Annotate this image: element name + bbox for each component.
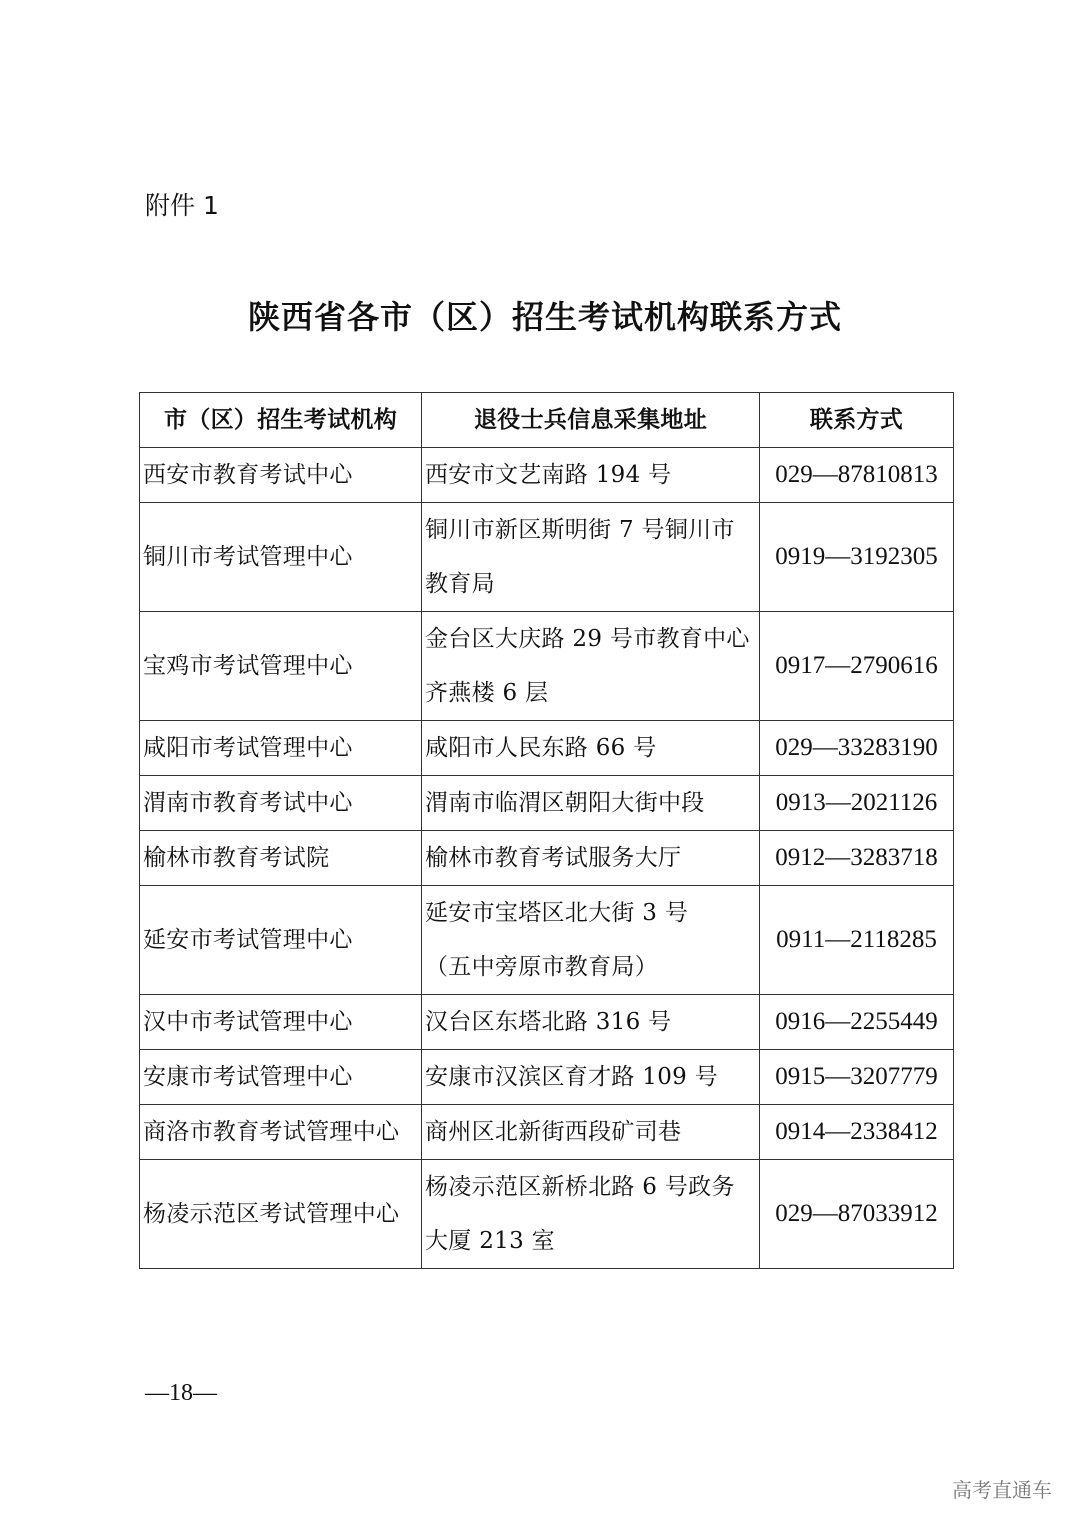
org-cell: 宝鸡市考试管理中心 <box>140 612 422 721</box>
phone-cell: 029—87810813 <box>760 448 954 503</box>
org-cell: 延安市考试管理中心 <box>140 886 422 995</box>
phone-cell: 0917—2790616 <box>760 612 954 721</box>
table-row <box>140 612 954 721</box>
table-row <box>140 1105 954 1160</box>
phone-cell: 0919—3192305 <box>760 503 954 612</box>
table-row <box>140 831 954 886</box>
org-cell: 榆林市教育考试院 <box>140 831 422 886</box>
table-body <box>140 448 954 1269</box>
org-cell: 安康市考试管理中心 <box>140 1050 422 1105</box>
table-row <box>140 503 954 612</box>
phone-cell: 029—87033912 <box>760 1160 954 1269</box>
address-cell: 延安市宝塔区北大街 3 号 （五中旁原市教育局） <box>422 886 760 995</box>
contact-table <box>139 392 954 1269</box>
table-row <box>140 448 954 503</box>
org-cell: 渭南市教育考试中心 <box>140 776 422 831</box>
address-cell: 商州区北新街西段矿司巷 <box>422 1105 760 1160</box>
address-cell: 西安市文艺南路 194 号 <box>422 448 760 503</box>
address-cell: 汉台区东塔北路 316 号 <box>422 995 760 1050</box>
address-cell: 咸阳市人民东路 66 号 <box>422 721 760 776</box>
org-cell: 商洛市教育考试管理中心 <box>140 1105 422 1160</box>
phone-cell: 0915—3207779 <box>760 1050 954 1105</box>
address-cell: 渭南市临渭区朝阳大街中段 <box>422 776 760 831</box>
phone-cell: 029—33283190 <box>760 721 954 776</box>
org-cell: 西安市教育考试中心 <box>140 448 422 503</box>
table-row <box>140 721 954 776</box>
address-cell: 安康市汉滨区育才路 109 号 <box>422 1050 760 1105</box>
org-cell: 杨凌示范区考试管理中心 <box>140 1160 422 1269</box>
phone-cell: 0911—2118285 <box>760 886 954 995</box>
document-title: 陕西省各市（区）招生考试机构联系方式 <box>247 298 842 336</box>
org-cell: 铜川市考试管理中心 <box>140 503 422 612</box>
address-cell: 金台区大庆路 29 号市教育中心 齐燕楼 6 层 <box>422 612 760 721</box>
table-row <box>140 1050 954 1105</box>
phone-cell: 0913—2021126 <box>760 776 954 831</box>
table-row <box>140 776 954 831</box>
header-contact: 联系方式 <box>760 393 954 448</box>
address-cell: 杨凌示范区新桥北路 6 号政务 大厦 213 室 <box>422 1160 760 1269</box>
watermark: 高考直通车 <box>952 1478 1052 1502</box>
phone-cell: 0914—2338412 <box>760 1105 954 1160</box>
attachment-label: 附件 1 <box>145 191 219 220</box>
header-address: 退役士兵信息采集地址 <box>422 393 760 448</box>
header-org: 市（区）招生考试机构 <box>140 393 422 448</box>
org-cell: 汉中市考试管理中心 <box>140 995 422 1050</box>
table-header-row <box>140 393 954 448</box>
table-row <box>140 886 954 995</box>
address-cell: 铜川市新区斯明街 7 号铜川市 教育局 <box>422 503 760 612</box>
org-cell: 咸阳市考试管理中心 <box>140 721 422 776</box>
phone-cell: 0916—2255449 <box>760 995 954 1050</box>
phone-cell: 0912—3283718 <box>760 831 954 886</box>
table-row <box>140 995 954 1050</box>
table-row <box>140 1160 954 1269</box>
address-cell: 榆林市教育考试服务大厅 <box>422 831 760 886</box>
page-number: —18— <box>145 1380 217 1406</box>
